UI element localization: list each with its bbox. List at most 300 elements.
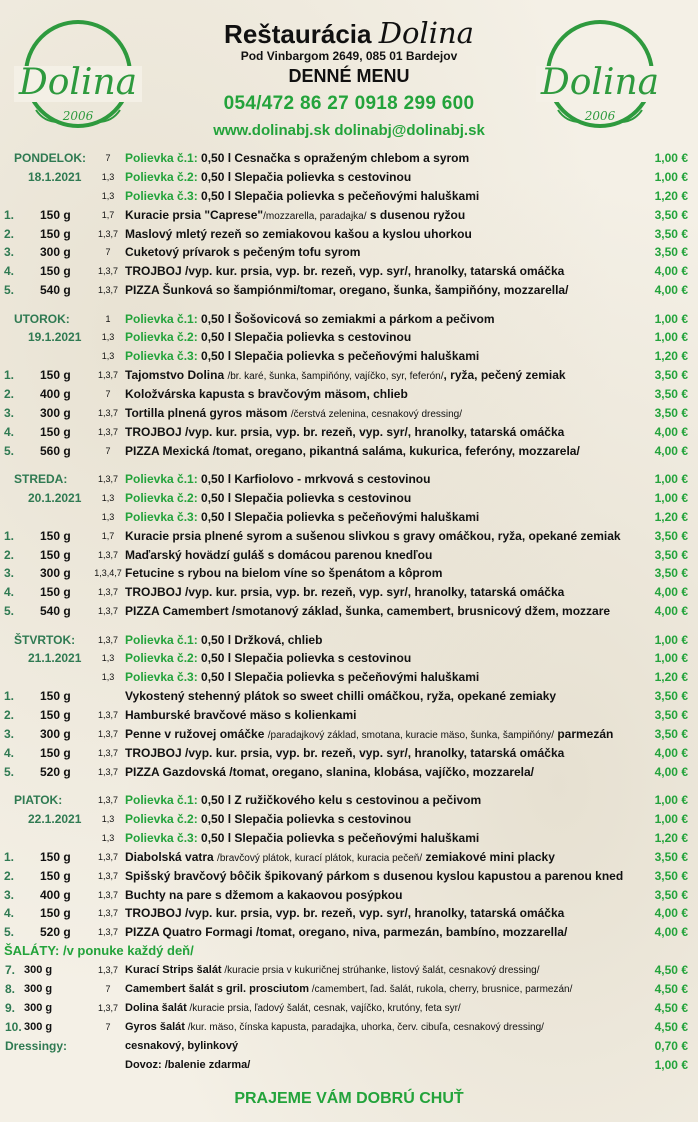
salad-number: 10. (5, 1019, 22, 1034)
meal-number: 5. (4, 925, 15, 940)
meal-text: PIZZA Gazdovská /tomat, oregano, slanina, klobása, vajíčko, mozzarela/ (125, 764, 535, 779)
allergens: 1,3 (101, 190, 115, 201)
meal-number: 4. (4, 424, 15, 439)
menu-row (0, 848, 698, 867)
salad-ingredients: /camembert, ľad. šalát, rukola, cherry, brusnice, parmezán/ (309, 983, 573, 995)
price: 1,00 € (654, 793, 688, 808)
allergens: 1,3,7 (97, 851, 119, 862)
meal-weight: 150 g (40, 264, 71, 279)
allergens: 1,3,7 (97, 965, 119, 976)
logo-year: 2006 (584, 109, 616, 123)
soup-label: Polievka č.2: (125, 330, 202, 345)
allergens: 7 (105, 389, 111, 400)
meal-text: Maďarský hovädzí guláš s domácou parenou knedľou (125, 547, 433, 562)
day-date: 19.1.2021 (28, 330, 82, 345)
meal-text: Penne v ružovej omáčke (125, 727, 268, 741)
price: 4,00 € (654, 906, 688, 921)
meal-description (125, 262, 645, 281)
soup-description (125, 791, 645, 810)
menu-row (0, 904, 698, 923)
meal-description (125, 206, 645, 227)
meal-text: Fetucine s rybou na bielom víne so špenátom a kôprom (125, 566, 443, 581)
extras-text: Dovoz: /balenie zdarma/ (125, 1058, 251, 1071)
meal-text: PIZZA Mexická /tomat, oregano, pikantná saláma, kukurica, feferóny, mozzarela/ (125, 443, 580, 458)
menu-row (0, 1037, 698, 1056)
allergens: 1,3 (101, 492, 115, 503)
allergens: 1,3,7 (97, 549, 119, 560)
meal-weight: 150 g (40, 547, 71, 562)
allergens: 1,3 (101, 813, 115, 824)
salad-name: Kurací Strips šalát (125, 964, 222, 977)
allergens: 1,3,7 (97, 426, 119, 437)
allergens: 1,3,7 (97, 285, 119, 296)
allergens: 1,3,7 (97, 729, 119, 739)
meal-text: Kuracie prsia plnené syrom a sušenou slivkou s gravy omáčkou, ryža, opekané zemiak (125, 528, 621, 543)
meal-number: 5. (4, 443, 15, 458)
allergens: 1 (105, 313, 111, 324)
meal-description (125, 404, 645, 425)
price: 1,00 € (654, 472, 688, 487)
meal-ingredients: /mozzarella, paradajka/ (263, 210, 367, 222)
soup-label: Polievka č.2: (125, 169, 202, 184)
meal-description (125, 527, 645, 546)
allergens: 1,3 (101, 672, 115, 683)
soup-description (125, 668, 645, 687)
meal-weight: 150 g (40, 368, 71, 383)
menu-row (0, 829, 698, 848)
price: 1,20 € (654, 830, 688, 845)
price: 4,00 € (654, 745, 688, 760)
meal-text: TROJBOJ /vyp. kur. prsia, vyp. br. rezeň, vyp. syr/, hranolky, tatarská omáčka (125, 424, 565, 439)
allergens: 1,3,7 (97, 908, 119, 919)
meal-weight: 150 g (40, 745, 71, 760)
meal-text: Spišský bravčový bôčik špikovaný párkom s dusenou kyslou kapustou a parenou kned (125, 868, 624, 883)
allergens: 1,3 (101, 832, 115, 843)
menu-row (0, 687, 698, 706)
meal-number: 3. (4, 245, 15, 260)
menu-row (0, 423, 698, 442)
meal-description (125, 243, 645, 262)
menu-row (0, 583, 698, 602)
price: 1,00 € (654, 169, 688, 184)
price: 4,50 € (654, 963, 688, 978)
allergens: 1,3,7 (97, 927, 119, 938)
meal-weight: 300 g (40, 245, 71, 260)
soup-description (125, 149, 645, 168)
day-date: 20.1.2021 (28, 490, 82, 505)
menu-row (0, 206, 698, 225)
soup-description (125, 347, 645, 366)
meal-text: PIZZA Camembert /smotanový základ, šunka, camembert, brusnicový džem, mozzare (125, 604, 611, 619)
soup-label: Polievka č.3: (125, 830, 202, 845)
meal-weight: 300 g (40, 727, 71, 741)
meal-number: 4. (4, 585, 15, 600)
meal-weight: 150 g (40, 849, 71, 864)
allergens: 1,3 (101, 332, 115, 343)
meal-sides: parmezán (554, 727, 614, 741)
salad-number: 8. (5, 981, 16, 996)
soup-label: Polievka č.1: (125, 311, 202, 326)
title-name: Dolina (378, 16, 474, 50)
meal-weight: 520 g (40, 925, 71, 940)
soup-description (125, 489, 645, 508)
menu-row (0, 961, 698, 980)
salad-description (125, 980, 645, 1000)
menu-row (0, 668, 698, 687)
dolina-logo (14, 14, 142, 134)
price: 4,00 € (654, 925, 688, 940)
salad-name: Dolina šalát (125, 1001, 187, 1014)
price: 1,00 € (654, 330, 688, 345)
salad-description (125, 999, 645, 1019)
soup-description (125, 328, 645, 347)
day-gap (0, 621, 698, 630)
salad-description (125, 961, 645, 981)
meal-description (125, 546, 645, 565)
meal-number: 2. (4, 868, 15, 883)
price: 1,00 € (654, 651, 688, 666)
meal-description (125, 867, 645, 886)
price: 3,50 € (654, 849, 688, 864)
menu-row (0, 404, 698, 423)
menu-row (0, 810, 698, 829)
allergens: 1,3,7 (97, 474, 119, 485)
price: 3,50 € (654, 405, 688, 420)
salad-name: Camembert šalát s gril. prosciutom (125, 982, 309, 995)
meal-text: Tajomstvo Dolina (125, 368, 228, 383)
menu-row (0, 725, 698, 744)
menu-row (0, 243, 698, 262)
title-prefix: Reštaurácia (224, 19, 372, 49)
meal-description (125, 225, 645, 244)
meal-number: 2. (4, 708, 15, 723)
menu-row (0, 923, 698, 942)
daily-menu-heading: DENNÉ MENU (288, 66, 410, 86)
meal-ingredients: /bravčový plátok, kurací plátok, kuracia pečeň/ (217, 852, 423, 864)
soup-text: 0,50 l Slepačia polievka s pečeňovými haluškami (201, 670, 480, 685)
meal-description (125, 687, 645, 706)
salad-ingredients: /kuracie prsia, ľadový šalát, cesnak, vajíčko, krutóny, feta syr/ (186, 1002, 461, 1014)
meal-sides: s dusenou ryžou (366, 207, 466, 222)
day-name: PIATOK: (14, 793, 63, 808)
soup-text: 0,50 l Slepačia polievka s pečeňovými haluškami (201, 509, 480, 524)
soup-text: 0,50 l Slepačia polievka s pečeňovými haluškami (201, 830, 480, 845)
menu-row (0, 328, 698, 347)
price: 3,50 € (654, 887, 688, 902)
footer-wish: PRAJEME VÁM DOBRÚ CHUŤ (234, 1090, 464, 1107)
menu-row (0, 149, 698, 168)
soup-description (125, 310, 645, 329)
soup-label: Polievka č.2: (125, 651, 202, 666)
day-name: STREDA: (14, 472, 68, 487)
meal-number: 2. (4, 226, 15, 241)
extras-label: Dressingy: (5, 1038, 68, 1053)
meal-text: Buchty na pare s džemom a kakaovou posýpkou (125, 887, 403, 902)
soup-text: 0,50 l Cesnačka s opraženým chlebom a syrom (201, 151, 470, 165)
meal-text: Diabolská vatra (125, 849, 218, 864)
price: 4,50 € (654, 1000, 688, 1015)
soup-description (125, 829, 645, 848)
meal-description (125, 763, 645, 782)
meal-number: 2. (4, 547, 15, 562)
day-name: ŠTVRTOK: (14, 632, 76, 647)
salad-weight: 300 g (24, 1001, 53, 1014)
price: 3,50 € (654, 368, 688, 383)
meal-text: Vykostený stehenný plátok so sweet chilli omáčkou, ryža, opekané zemiaky (125, 689, 557, 704)
meal-weight: 150 g (40, 585, 71, 600)
allergens: 1,3,7 (97, 795, 119, 806)
dolina-logo (536, 14, 664, 134)
meal-weight: 300 g (40, 405, 71, 420)
menu-row (0, 225, 698, 244)
soup-label: Polievka č.1: (125, 472, 202, 487)
allergens: 1,3,4,7 (94, 568, 122, 579)
meal-text: TROJBOJ /vyp. kur. prsia, vyp. br. rezeň, vyp. syr/, hranolky, tatarská omáčka (125, 906, 565, 921)
meal-text: PIZZA Quatro Formagi /tomat, oregano, niva, parmezán, bambíno, mozzarella/ (125, 925, 568, 940)
menu-row (0, 489, 698, 508)
phone-numbers: 054/472 86 27 0918 299 600 (223, 93, 475, 114)
meal-number: 3. (4, 887, 15, 902)
meal-weight: 400 g (40, 887, 71, 902)
meal-number: 3. (4, 566, 15, 581)
soup-label: Polievka č.3: (125, 509, 202, 524)
day-gap (0, 461, 698, 470)
price: 1,20 € (654, 509, 688, 524)
allergens: 1,3,7 (97, 587, 119, 598)
price: 1,00 € (654, 811, 688, 826)
allergens: 1,3,7 (97, 889, 119, 900)
menu-row (0, 999, 698, 1018)
price: 1,00 € (654, 151, 688, 165)
soup-text: 0,50 l Držková, chlieb (201, 632, 323, 647)
meal-text: Cuketový prívarok s pečeným tofu syrom (125, 245, 361, 260)
soup-label: Polievka č.2: (125, 811, 202, 826)
meal-description (125, 744, 645, 763)
day-date: 22.1.2021 (28, 811, 82, 826)
menu-row (0, 602, 698, 621)
meal-description (125, 281, 645, 300)
meal-description (125, 366, 645, 387)
logo-text: Dolina (540, 62, 660, 103)
price: 4,50 € (654, 981, 688, 996)
meal-weight: 560 g (40, 443, 71, 458)
meal-text: PIZZA Šunková so šampiónmi/tomar, oregano, šunka, šampiňóny, mozzarella/ (125, 283, 569, 298)
meal-weight: 150 g (40, 708, 71, 723)
allergens: 1,7 (101, 530, 115, 541)
soup-label: Polievka č.1: (125, 793, 202, 808)
meal-description (125, 904, 645, 923)
menu-row (0, 886, 698, 905)
day-name: UTOROK: (14, 311, 70, 326)
allergens: 1,3,7 (97, 634, 119, 645)
soup-description (125, 470, 645, 489)
salad-ingredients: /kuracie prsia v kukuričnej strúhanke, listový šalát, cesnakový dressing/ (221, 965, 540, 977)
price: 4,00 € (654, 424, 688, 439)
price: 3,50 € (654, 226, 688, 241)
meal-weight: 150 g (40, 689, 71, 704)
salad-weight: 300 g (24, 964, 53, 977)
menu-row (0, 867, 698, 886)
menu-row (0, 281, 698, 300)
soup-description (125, 649, 645, 668)
allergens: 1,3,7 (97, 266, 119, 277)
allergens: 1,3 (101, 171, 115, 182)
soup-label: Polievka č.3: (125, 349, 202, 364)
meal-weight: 150 g (40, 906, 71, 921)
allergens: 1,3,7 (97, 766, 119, 777)
soup-description (125, 631, 645, 650)
price: 1,20 € (654, 670, 688, 685)
soup-label: Polievka č.2: (125, 490, 202, 505)
meal-number: 1. (4, 207, 15, 222)
salad-name: Gyros šalát (125, 1020, 185, 1033)
menu-row (0, 744, 698, 763)
menu-row (0, 706, 698, 725)
meal-weight: 300 g (40, 566, 71, 581)
extras-text: cesnakový, bylinkový (125, 1039, 239, 1052)
allergens: 1,3,7 (97, 1002, 119, 1013)
menu-row (0, 310, 698, 329)
meal-text: Tortilla plnená gyros mäsom (125, 405, 291, 420)
soup-text: 0,50 l Slepačia polievka s pečeňovými haluškami (201, 349, 480, 364)
menu-row (0, 942, 698, 961)
day-gap (0, 782, 698, 791)
price: 4,00 € (654, 264, 688, 279)
allergens: 1,3,7 (97, 228, 119, 239)
price: 1,00 € (654, 490, 688, 505)
allergens: 1,7 (101, 209, 115, 220)
allergens: 1,3 (101, 653, 115, 664)
meal-ingredients: /čerstvá zelenina, cesnakový dressing/ (290, 408, 463, 420)
meal-sides: zemiakové mini placky (422, 849, 555, 864)
soup-text: 0,50 l Z ružičkového kelu s cestovinou a pečivom (201, 793, 482, 808)
menu-row (0, 347, 698, 366)
price: 4,00 € (654, 283, 688, 298)
allergens: 7 (105, 247, 111, 258)
soup-text: 0,50 l Karfiolovo - mrkvová s cestovinou (201, 472, 431, 487)
price: 0,70 € (654, 1038, 688, 1053)
meal-description (125, 848, 645, 869)
soup-label: Polievka č.3: (125, 188, 202, 203)
price: 1,00 € (654, 632, 688, 647)
soup-text: 0,50 l Slepačia polievka s cestovinou (201, 811, 412, 826)
meal-number: 3. (4, 405, 15, 420)
meal-weight: 400 g (40, 387, 71, 402)
soup-text: 0,50 l Slepačia polievka s pečeňovými haluškami (201, 188, 480, 203)
soup-text: 0,50 l Slepačia polievka s cestovinou (201, 330, 412, 345)
meal-description (125, 923, 645, 942)
meal-weight: 540 g (40, 604, 71, 619)
price: 4,00 € (654, 443, 688, 458)
meal-description (125, 886, 645, 905)
meal-number: 1. (4, 849, 15, 864)
meal-number: 4. (4, 745, 15, 760)
salad-number: 7. (5, 963, 16, 978)
allergens: 1,3 (101, 511, 115, 522)
meal-number: 5. (4, 283, 15, 298)
meal-description (125, 564, 645, 583)
price: 4,50 € (654, 1019, 688, 1034)
menu-row (0, 187, 698, 206)
soup-text: 0,50 l Slepačia polievka s cestovinou (201, 651, 412, 666)
address: Pod Vinbargom 2649, 085 01 Bardejov (240, 49, 458, 63)
menu-row (0, 791, 698, 810)
meal-number: 1. (4, 689, 15, 704)
soup-text: 0,50 l Šošovicová so zemiakmi a párkom a pečivom (201, 311, 495, 326)
meal-ingredients: /paradajkový základ, smotana, kuracie mäso, šunka, šampiňóny/ (267, 730, 554, 741)
price: 3,50 € (654, 708, 688, 723)
price: 1,20 € (654, 349, 688, 364)
soup-label: Polievka č.1: (125, 151, 202, 165)
price: 4,00 € (654, 764, 688, 779)
soup-text: 0,50 l Slepačia polievka s cestovinou (201, 490, 412, 505)
menu-row (0, 168, 698, 187)
meal-number: 5. (4, 764, 15, 779)
price: 3,50 € (654, 547, 688, 562)
meal-text: Koložvárska kapusta s bravčovým mäsom, chlieb (125, 387, 408, 402)
price: 1,20 € (654, 188, 688, 203)
soup-description (125, 508, 645, 527)
price: 3,50 € (654, 387, 688, 402)
soup-label: Polievka č.3: (125, 670, 202, 685)
soup-label: Polievka č.1: (125, 632, 202, 647)
allergens: 7 (105, 445, 111, 456)
salad-description (125, 1018, 645, 1038)
menu-row (0, 366, 698, 385)
meal-description (125, 442, 645, 461)
meal-weight: 150 g (40, 226, 71, 241)
menu-row (0, 564, 698, 583)
meal-description (125, 583, 645, 602)
menu-row (0, 442, 698, 461)
meal-ingredients: /br. karé, šunka, šampiňóny, vajíčko, syr, feferón/ (227, 371, 444, 383)
meal-text: Maslový mletý rezeň so zemiakovou kašou a kyslou uhorkou (125, 226, 472, 241)
day-date: 18.1.2021 (28, 169, 82, 184)
menu-row (0, 385, 698, 404)
soup-description (125, 810, 645, 829)
meal-weight: 150 g (40, 424, 71, 439)
meal-number: 4. (4, 264, 15, 279)
logo-year: 2006 (62, 109, 94, 123)
soup-description (125, 168, 645, 187)
menu-row (0, 649, 698, 668)
meal-number: 1. (4, 368, 15, 383)
salad-ingredients: /kur. mäso, čínska kapusta, paradajka, uhorka, červ. cibuľa, cesnakový dressing/ (184, 1021, 544, 1033)
allergens: 1,3,7 (97, 407, 119, 418)
menu-row (0, 262, 698, 281)
menu-row (0, 1018, 698, 1037)
price: 3,50 € (654, 727, 688, 741)
meal-number: 5. (4, 604, 15, 619)
meal-description (125, 423, 645, 442)
meal-number: 1. (4, 528, 15, 543)
allergens: 1,3 (101, 351, 115, 362)
price: 3,50 € (654, 868, 688, 883)
price: 4,00 € (654, 604, 688, 619)
day-date: 21.1.2021 (28, 651, 82, 666)
meal-weight: 520 g (40, 764, 71, 779)
allergens: 7 (105, 1021, 111, 1032)
allergens: 7 (105, 153, 111, 163)
meal-text: TROJBOJ /vyp. kur. prsia, vyp. br. rezeň, vyp. syr/, hranolky, tatarská omáčka (125, 585, 565, 600)
allergens: 1,3,7 (97, 606, 119, 617)
meal-weight: 150 g (40, 528, 71, 543)
allergens: 7 (105, 983, 111, 994)
meal-text: Kuracie prsia "Caprese" (125, 207, 264, 222)
menu-row (0, 1056, 698, 1075)
meal-description (125, 725, 645, 746)
menu-row (0, 546, 698, 565)
